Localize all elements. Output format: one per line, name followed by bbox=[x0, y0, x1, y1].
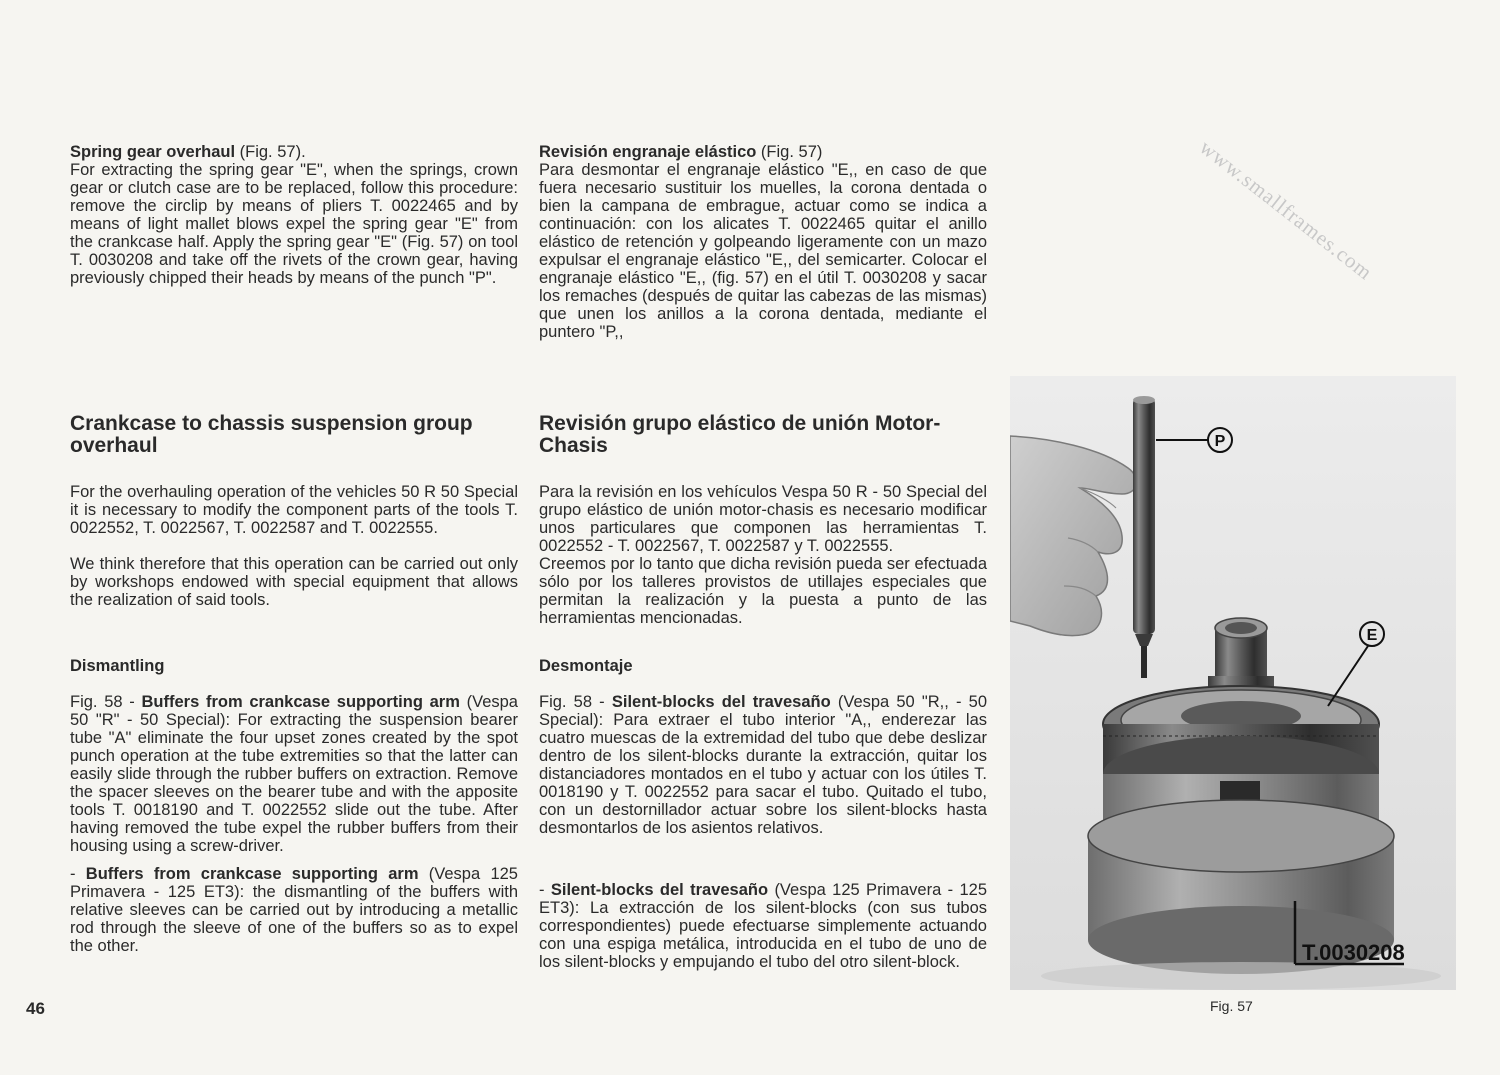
tool-label: T.0030208 bbox=[1302, 940, 1405, 965]
es-spring-gear-body: Para desmontar el engranaje elástico "E,, en caso de que fuera necesario sustituir los muelles, la corona dentada o bien la campana de embrague, actuar como se indica a continuación: con los alicates T. 0022465 quitar el anillo elástico de retención y golpeando ligeramente con un mazo expulsar el engranaje elástico "E,, del semicarter. Colocar el engranaje elástico "E,, (fig. 57) en el útil T. 0030208 y sacar los remaches (después de quitar las cabezas de las mismas) que unen los anillos a la corona dentada, mediante el puntero "P,, bbox=[539, 161, 987, 341]
en-suspension-p1: For the overhauling operation of the vehicles 50 R 50 Special it is necessary to modify the component parts of the tools T. 0022552, T. 0022567, T. 0022587 and T. 0022555. bbox=[70, 483, 518, 537]
en-dismantling-p1-bold: Buffers from crankcase supporting arm bbox=[141, 693, 460, 711]
en-dismantling-title: Dismantling bbox=[70, 657, 165, 675]
figure-57-photo bbox=[1010, 376, 1456, 990]
es-suspension-title: Revisión grupo elástico de unión Motor-Chasis bbox=[539, 412, 941, 457]
en-spring-gear-title: Spring gear overhaul bbox=[70, 143, 236, 161]
es-dismantling-p1-bold: Silent-blocks del travesaño bbox=[611, 693, 831, 711]
es-suspension-p1: Para la revisión en los vehículos Vespa 50 R - 50 Special del grupo elástico de unión motor-chasis es necesario modificar unos particulares que componen las herramientas T. 0022552 - T. 0022567, T. 0022587 y T. 0022555. bbox=[539, 483, 987, 555]
en-dismantling-p1-body: (Vespa 50 "R" - 50 Special): For extracting the suspension bearer tube "A" eliminate the four upset zones created by the spot punch operation at the tube extremities so that the latter can easily slide through the rubber buffers on extraction. Remove the spacer sleeves on the bearer tube and with the apposite tools T. 0018190 and T. 0022552 slide out the tube. After having removed the tube expel the rubber buffers from their housing using a screw-driver. bbox=[70, 693, 518, 855]
en-spring-gear-section bbox=[70, 143, 518, 287]
es-suspension-p2: Creemos por lo tanto que dicha revisión pueda ser efectuada sólo por los talleres provistos de utillajes especiales que permitan la realización y la puesta a punto de las herramientas mencionadas. bbox=[539, 555, 987, 627]
en-dismantling-p2-lead: - bbox=[70, 865, 86, 883]
es-dismantling-p2 bbox=[539, 881, 987, 971]
en-suspension-p2: We think therefore that this operation can be carried out only by workshops endowed with special equipment that allows the realization of said tools. bbox=[70, 555, 518, 609]
es-dismantling-p1 bbox=[539, 693, 987, 837]
es-spring-gear-section bbox=[539, 143, 987, 341]
en-spring-gear-ref: (Fig. 57). bbox=[235, 143, 306, 161]
es-dismantling-title: Desmontaje bbox=[539, 657, 633, 675]
en-dismantling-p1-lead: Fig. 58 - bbox=[70, 693, 142, 711]
en-dismantling-p2-bold: Buffers from crankcase supporting arm bbox=[85, 865, 419, 883]
en-suspension-title: Crankcase to chassis suspension group overhaul bbox=[70, 412, 473, 457]
es-suspension-section bbox=[539, 413, 987, 627]
es-dismantling-section bbox=[539, 657, 987, 971]
label-e: E bbox=[1366, 627, 1378, 644]
es-dismantling-p2-bold: Silent-blocks del travesaño bbox=[550, 881, 769, 899]
en-dismantling-p1 bbox=[70, 693, 518, 855]
en-suspension-section bbox=[70, 413, 518, 609]
es-spring-gear-title: Revisión engranaje elástico bbox=[539, 143, 757, 161]
en-spring-gear-body: For extracting the spring gear "E", when the springs, crown gear or clutch case are to be replaced, follow this procedure: remove the circlip by means of pliers T. 0022465 and by means of light mallet blows expel the spring gear "E" from the crankcase half. Apply the spring gear "E" (Fig. 57) on tool T. 0030208 and take off the rivets of the crown gear, having previously chipped their heads by means of the punch "P". bbox=[70, 161, 518, 287]
es-dismantling-p1-body: (Vespa 50 "R,, - 50 Special): Para extraer el tubo interior "A,, enderezar las cuatro muescas de la extremidad del tubo que debe deslizar dentro de los silent-blocks durante la extracción, quitar los distanciadores montados en el tubo y actuar con los útiles T. 0018190 y T. 0022552 para sacar el tubo. Quitado el tubo, con un destornillador actuar sobre los silent-blocks hasta desmontarlos de los asientos relativos. bbox=[539, 693, 988, 837]
punch-tool bbox=[1133, 396, 1155, 678]
watermark: www.smallframes.com bbox=[1195, 135, 1378, 285]
es-dismantling-p1-lead: Fig. 58 - bbox=[539, 693, 612, 711]
es-dismantling-p2-body: (Vespa 125 Primavera - 125 ET3): La extracción de los silent-blocks (con sus tubos correspondientes) puede efectuarse simplemente actuando con una espiga metálica, introducida en el tubo de uno de los silent-blocks y empujando el tubo del otro silent-block. bbox=[539, 881, 987, 971]
en-dismantling-p2-body: (Vespa 125 Primavera - 125 ET3): the dismantling of the buffers with relative sleeves can be carried out by introducing a metallic rod through the sleeve of one of the buffers so as to expel the other. bbox=[70, 865, 518, 955]
es-spring-gear-ref: (Fig. 57) bbox=[756, 143, 823, 161]
es-dismantling-p2-lead: - bbox=[539, 881, 551, 899]
figure-caption: Fig. 57 bbox=[1210, 998, 1253, 1014]
en-dismantling-p2 bbox=[70, 865, 518, 955]
page-number: 46 bbox=[26, 999, 45, 1018]
label-p: P bbox=[1214, 433, 1226, 450]
en-dismantling-section bbox=[70, 657, 518, 955]
